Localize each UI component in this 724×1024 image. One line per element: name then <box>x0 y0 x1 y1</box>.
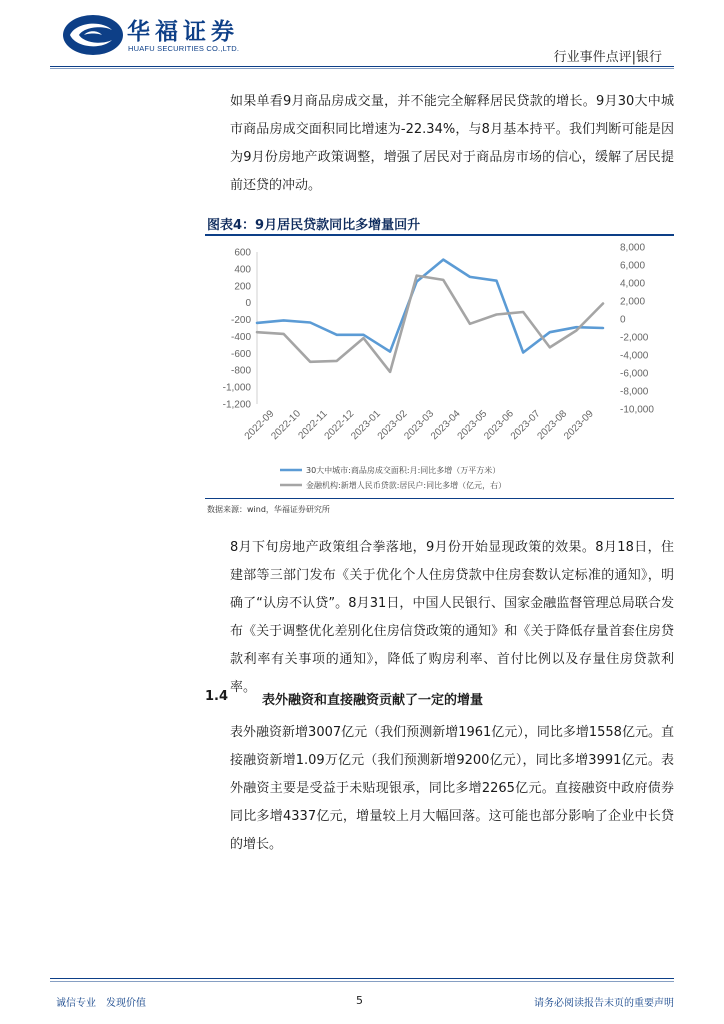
left-tick-label: 200 <box>234 281 251 293</box>
x-tick-label: 2022-09 <box>242 408 277 443</box>
left-tick-label: -800 <box>230 365 251 377</box>
series-layer <box>257 260 603 373</box>
section-number: 1.4 <box>205 689 229 704</box>
x-tick-label: 2022-12 <box>322 408 357 443</box>
x-tick-label: 2022-10 <box>269 408 304 443</box>
x-tick-label: 2023-09 <box>562 408 596 443</box>
x-tick-label: 2023-04 <box>429 408 463 443</box>
header-divider-thin <box>50 68 674 69</box>
left-tick-label: -200 <box>230 315 251 327</box>
figure-title: 图表4：9月居民贷款同比多增量回升 <box>207 218 421 233</box>
page-number: 5 <box>356 994 363 1007</box>
figure-top-rule <box>205 234 674 236</box>
right-tick-label: -6,000 <box>620 368 649 380</box>
x-tick-label: 2022-11 <box>296 408 330 442</box>
x-tick-label: 2023-02 <box>375 408 410 443</box>
dual-axis-line-chart <box>205 238 674 496</box>
logo-chinese-name: 华福证券 <box>127 18 239 45</box>
footer-slogan: 诚信专业 发现价值 <box>56 998 146 1009</box>
right-tick-label: -4,000 <box>620 350 649 362</box>
series-line-1 <box>257 276 603 372</box>
chart-legend <box>280 465 506 491</box>
right-tick-label: -2,000 <box>620 332 649 344</box>
legend-label-1: 金融机构:新增人民币贷款:居民户:同比多增（亿元，右） <box>306 481 507 490</box>
company-logo <box>62 14 124 60</box>
paragraph-policy: 8月下旬房地产政策组合拳落地，9月份开始显现政策的效果。8月18日，住建部等三部门发布《关于优化个人住房贷款中住房套数认定标准的通知》，明确了“认房不认贷”。8月31日，中国人民银行、国家金融监督管理总局联合发布《关于调整优化差别化住房信贷政策的通知》和《关于降低存量首套住房贷款利率有关事项的通知》，降低了购房利率、首付比例以及存量住房贷款利率。 <box>230 540 674 695</box>
left-tick-label: -600 <box>230 348 251 360</box>
report-category: 行业事件点评|银行 <box>553 50 662 65</box>
series-line-0 <box>257 260 603 353</box>
x-tick-label: 2023-06 <box>482 408 516 443</box>
left-axis-ticks <box>223 248 252 411</box>
x-axis-ticks <box>243 408 596 442</box>
right-tick-label: 2,000 <box>620 296 646 308</box>
figure-bottom-rule <box>205 498 674 499</box>
footer-disclaimer: 请务必阅读报告末页的重要声明 <box>534 998 674 1009</box>
right-tick-label: 0 <box>620 314 626 326</box>
data-source-note: 数据来源：wind，华福证券研究所 <box>207 505 330 514</box>
x-tick-label: 2023-07 <box>508 408 543 443</box>
right-axis-ticks <box>620 243 654 416</box>
x-tick-label: 2023-05 <box>455 408 490 443</box>
footer-divider-thin <box>50 981 674 982</box>
section-title: 表外融资和直接融资贡献了一定的增量 <box>262 693 484 708</box>
paragraph-financing: 表外融资新增3007亿元（我们预测新增1961亿元），同比多增1558亿元。直接融资新增1.09万亿元（我们预测新增9200亿元），同比多增3991亿元。表外融资主要是受益于未贴现银承，同比多增2265亿元。直接融资中政府债券同比多增4337亿元，增量较上月大幅回落。这可能也部分影响了企业中长贷的增长。 <box>230 725 674 852</box>
footer-divider <box>50 978 674 979</box>
left-tick-label: 400 <box>234 264 251 276</box>
right-tick-label: -10,000 <box>620 404 654 416</box>
huafu-logo-icon <box>62 14 124 56</box>
left-tick-label: -400 <box>230 331 251 343</box>
right-tick-label: 4,000 <box>620 278 646 290</box>
x-tick-label: 2023-08 <box>535 408 570 443</box>
logo-english-name: HUAFU SECURITIES CO.,LTD. <box>128 44 240 53</box>
right-tick-label: -8,000 <box>620 386 649 398</box>
right-tick-label: 8,000 <box>620 242 646 254</box>
paragraph-housing-sales: 如果单看9月商品房成交量，并不能完全解释居民贷款的增长。9月30大中城市商品房成交面积同比增速为-22.34%，与8月基本持平。我们判断可能是因为9月份房地产政策调整，增强了居民对于商品房市场的信心，缓解了居民提前还贷的冲动。 <box>230 94 674 193</box>
x-tick-label: 2023-01 <box>349 408 383 443</box>
x-tick-label: 2023-03 <box>402 408 437 443</box>
header-divider <box>50 66 674 67</box>
left-tick-label: 0 <box>245 298 251 310</box>
left-tick-label: -1,200 <box>222 399 251 411</box>
left-tick-label: 600 <box>234 247 251 259</box>
right-tick-label: 6,000 <box>620 260 646 272</box>
left-tick-label: -1,000 <box>222 382 251 394</box>
legend-label-0: 30大中城市:商品房成交面积:月:同比多增（万平方米） <box>306 466 501 475</box>
